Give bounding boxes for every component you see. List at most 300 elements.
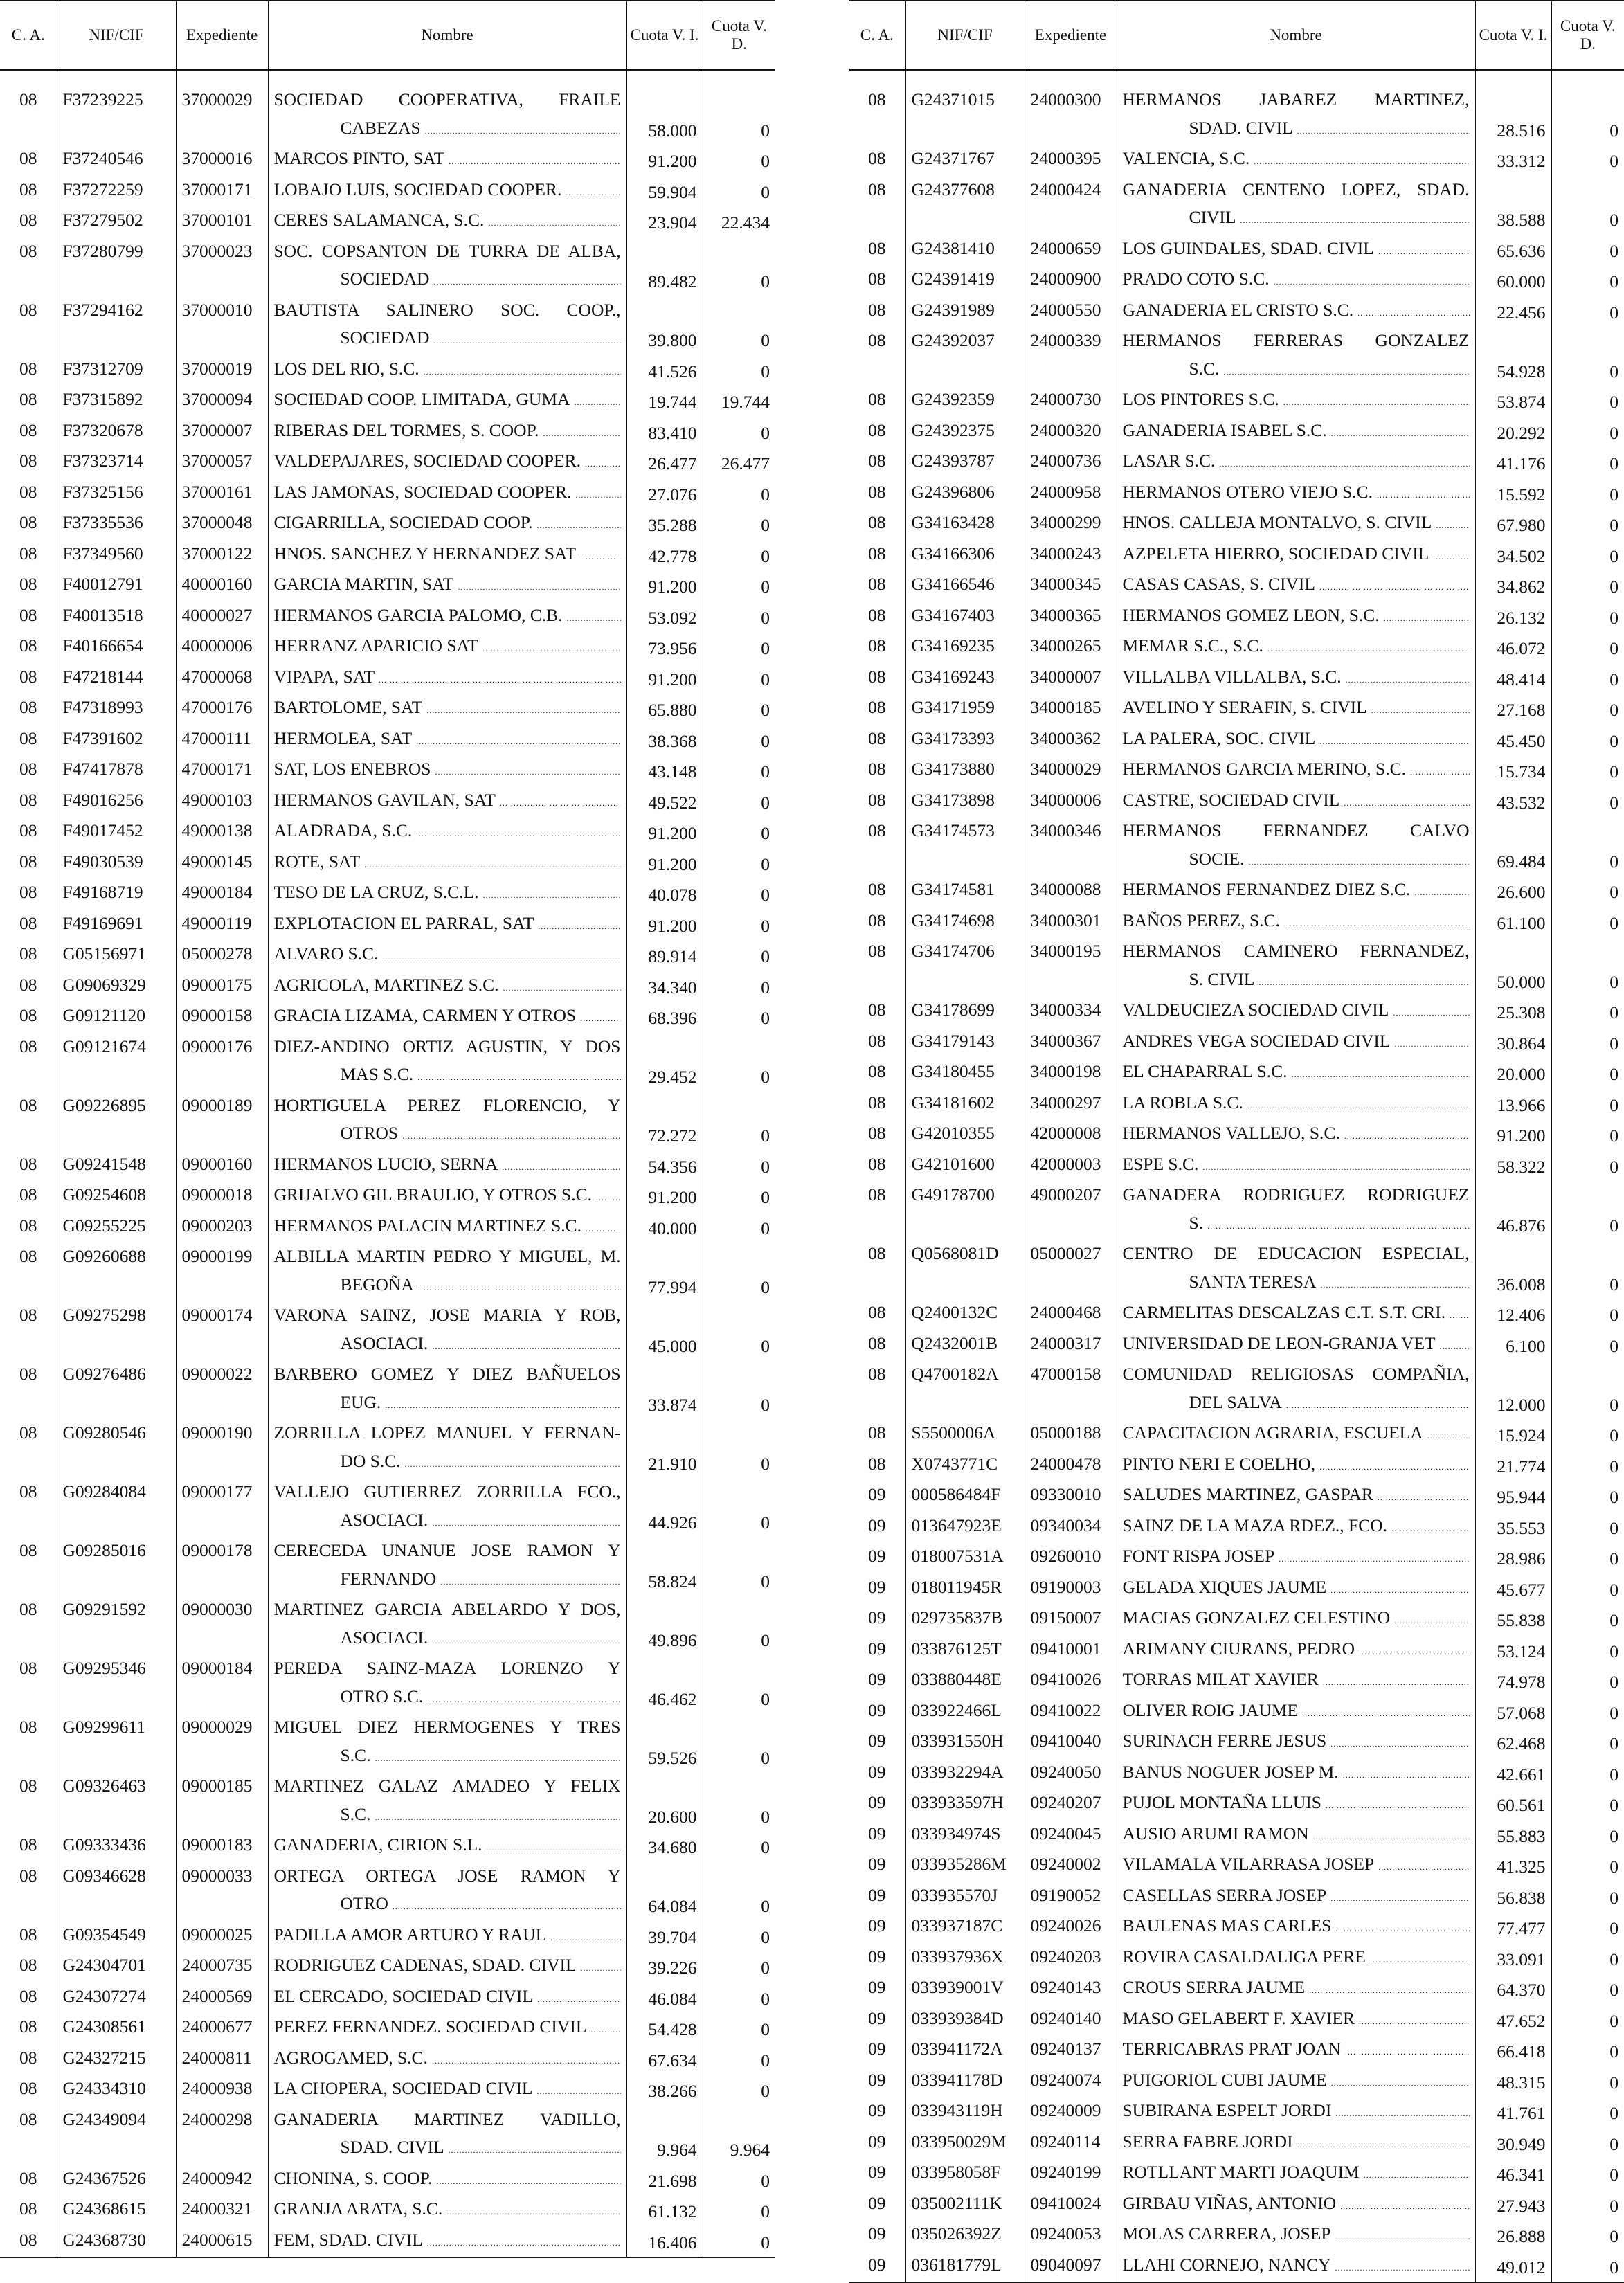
nombre-text: FERNANDO — [340, 1568, 437, 1589]
nif-cell: G24392359 — [905, 386, 1025, 417]
table-row — [849, 1943, 1624, 1974]
nif-cell: F47391602 — [57, 725, 176, 756]
cuota-vd-cell: 0 — [761, 1837, 770, 1857]
expediente-cell: 24000659 — [1025, 235, 1117, 266]
nombre-text: SOCIEDAD — [340, 269, 430, 289]
leader-dots — [1378, 1481, 1470, 1512]
cuota-vi-cell: 23.904 — [626, 206, 703, 237]
nombre-line — [1123, 1573, 1470, 1605]
leader-dots — [432, 1506, 620, 1537]
cuota-vi-cell: 28.986 — [1475, 1542, 1551, 1573]
leader-dots — [1330, 1882, 1469, 1913]
cuota-vi-cell: 91.200 — [1475, 1119, 1551, 1150]
expediente-cell: 34000185 — [1025, 694, 1117, 725]
ca-cell: 08 — [0, 2075, 57, 2106]
ca-cell: 08 — [849, 1419, 905, 1450]
cuota-vi-cell: 41.325 — [1475, 1850, 1551, 1882]
expediente-cell: 37000019 — [176, 355, 268, 386]
cuota-vd-cell: 0 — [761, 946, 770, 966]
nombre-text: CERES SALAMANCA, S.C. — [273, 210, 485, 230]
cuota-vd-cell: 0 — [1609, 1825, 1618, 1846]
nombre-text: HERMANOS GOMEZ LEON, S.C. — [1122, 604, 1380, 625]
cuota-vi-cell: 43.148 — [626, 755, 703, 786]
nombre-text: TORRAS MILAT XAVIER — [1122, 1669, 1319, 1689]
table-row — [0, 1243, 775, 1301]
table-row — [0, 1862, 775, 1921]
nif-cell: G49178700 — [905, 1181, 1025, 1240]
cuota-vi-cell: 65.880 — [626, 694, 703, 725]
leader-dots — [1331, 2066, 1470, 2097]
cuota-vi-cell: 46.072 — [1475, 632, 1551, 663]
nombre-cell — [268, 971, 626, 1002]
nombre-text: LA CHOPERA, SOCIEDAD CIVIL — [273, 2078, 533, 2098]
cuota-vi-cell: 60.000 — [1475, 265, 1551, 296]
nombre-text: DEL SALVA — [1189, 1391, 1282, 1412]
ca-cell: 08 — [849, 907, 905, 938]
leader-dots — [1249, 845, 1470, 876]
table-row — [849, 1027, 1624, 1058]
ca-cell: 08 — [849, 937, 905, 996]
leader-dots — [433, 265, 620, 296]
leader-dots — [1364, 2158, 1470, 2190]
leader-dots — [537, 509, 621, 540]
ca-cell: 09 — [849, 1573, 905, 1605]
ca-cell: 08 — [0, 509, 57, 540]
cuota-vd-cell: 9.964 — [730, 2140, 770, 2160]
nombre-text: HERMANOS OTERO VIEJO S.C. — [1122, 481, 1373, 502]
nombre-cell — [268, 206, 626, 237]
expediente-cell: 09340034 — [1025, 1512, 1117, 1543]
leader-dots — [1286, 1389, 1470, 1420]
ca-cell: 08 — [0, 86, 57, 145]
table-row — [0, 1713, 775, 1772]
cuota-vd-cell: 0 — [761, 1806, 770, 1827]
nombre-cell — [268, 2195, 626, 2226]
nombre-line — [1123, 2190, 1470, 2221]
nif-cell: 018007531A — [905, 1542, 1025, 1573]
table-row — [849, 1882, 1624, 1913]
leader-dots — [426, 694, 620, 725]
cuota-vd-cell: 0 — [761, 1008, 770, 1028]
expediente-cell: 24000321 — [176, 2195, 268, 2226]
nombre-cell — [1117, 1150, 1475, 1182]
table-row — [0, 1921, 775, 1952]
leader-dots — [1440, 1330, 1470, 1361]
nombre-cell — [268, 237, 626, 296]
expediente-cell: 09000178 — [176, 1537, 268, 1596]
expediente-cell: 09240203 — [1025, 1943, 1117, 1974]
nif-cell: F37279502 — [57, 206, 176, 237]
ca-cell: 08 — [0, 447, 57, 478]
nombre-line: PEREDA SAINZ-MAZA LORENZO Y — [273, 1658, 621, 1678]
nombre-text: S. CIVIL — [1189, 968, 1255, 989]
ca-cell: 08 — [0, 1983, 57, 2014]
nombre-text: S.C. — [340, 1744, 371, 1765]
table-row — [0, 2044, 775, 2075]
ca-cell: 08 — [849, 694, 905, 725]
cuota-vi-cell: 68.396 — [626, 1002, 703, 1033]
expediente-cell: 49000119 — [176, 910, 268, 941]
leader-dots — [379, 663, 620, 694]
cuota-vi-cell: 57.068 — [1475, 1697, 1551, 1728]
nombre-line — [274, 1002, 621, 1033]
nombre-line — [1123, 2066, 1470, 2097]
nombre-text: PRADO COTO S.C. — [1122, 269, 1270, 289]
expediente-cell: 09240053 — [1025, 2220, 1117, 2251]
cuota-vd-cell: 0 — [1609, 1672, 1618, 1692]
cuota-vd-cell: 0 — [761, 1688, 770, 1709]
cuota-vd-cell: 0 — [1609, 1949, 1618, 1969]
nif-cell: F49168719 — [57, 878, 176, 910]
nombre-line — [1123, 1389, 1470, 1420]
expediente-cell: 37000010 — [176, 296, 268, 355]
nombre-line — [274, 1683, 621, 1714]
ca-cell: 08 — [849, 876, 905, 907]
cuota-vi-cell: 54.356 — [626, 1150, 703, 1182]
cuota-vd-cell: 0 — [761, 1335, 770, 1356]
table-row — [0, 940, 775, 971]
nif-cell: F37272259 — [57, 176, 176, 207]
ca-cell: 08 — [0, 417, 57, 448]
cuota-vi-cell: 46.462 — [626, 1654, 703, 1713]
expediente-cell: 34000088 — [1025, 876, 1117, 907]
nombre-text: GRACIA LIZAMA, CARMEN Y OTROS — [273, 1005, 577, 1025]
nombre-line — [274, 509, 621, 540]
nif-cell: G24391419 — [905, 265, 1025, 296]
cuota-vi-cell: 53.874 — [1475, 386, 1551, 417]
ca-cell: 09 — [849, 1635, 905, 1666]
nif-cell: F49016256 — [57, 786, 176, 818]
leader-dots — [435, 755, 620, 786]
nombre-text: GELADA XIQUES JAUME — [1122, 1576, 1327, 1597]
nombre-line — [1123, 1330, 1470, 1361]
nombre-text: PINTO NERI E COELHO, — [1122, 1453, 1316, 1474]
nombre-line — [274, 1890, 621, 1921]
nombre-text: CHONINA, S. COOP. — [273, 2167, 433, 2188]
nombre-cell — [268, 1831, 626, 1862]
cuota-vd-cell: 0 — [1609, 1702, 1618, 1723]
nif-cell: 033931550H — [905, 1727, 1025, 1758]
nombre-text: AGROGAMED, S.C. — [273, 2047, 428, 2068]
nombre-text: VALDEPAJARES, SOCIEDAD COOPER. — [273, 451, 581, 471]
expediente-cell: 09240114 — [1025, 2128, 1117, 2159]
nombre-text: MACIAS GONZALEZ CELESTINO — [1122, 1607, 1391, 1627]
nombre-text: TESO DE LA CRUZ, S.C.L. — [273, 882, 479, 902]
nombre-line — [1123, 1666, 1470, 1697]
nombre-cell — [1117, 176, 1475, 235]
cuota-vi-cell: 45.000 — [626, 1301, 703, 1360]
leader-dots — [1410, 755, 1470, 786]
table-row — [849, 386, 1624, 417]
cuota-vd-cell: 0 — [1609, 1579, 1618, 1600]
nombre-line — [274, 145, 621, 176]
nombre-line — [1123, 1481, 1470, 1512]
nombre-cell — [268, 447, 626, 478]
nombre-text: GANADERIA ISABEL S.C. — [1122, 419, 1327, 440]
cuota-vd-cell: 0 — [1609, 1887, 1618, 1908]
expediente-cell: 34000345 — [1025, 570, 1117, 602]
nombre-line — [1123, 1943, 1470, 1974]
nif-cell: G34174573 — [905, 817, 1025, 876]
cuota-vi-cell: 26.888 — [1475, 2220, 1551, 2251]
header-expediente: Expediente — [176, 1, 268, 70]
nombre-cell — [1117, 540, 1475, 571]
nombre-text: CAPACITACION AGRARIA, ESCUELA — [1122, 1423, 1423, 1443]
table-row — [0, 1092, 775, 1150]
ca-cell: 08 — [849, 1058, 905, 1089]
nombre-line: GANADERIA CENTENO LOPEZ, SDAD. — [1122, 179, 1470, 199]
nombre-text: PUJOL MONTAÑA LLUIS — [1122, 1792, 1321, 1812]
cuota-vi-cell: 28.516 — [1475, 86, 1551, 145]
ca-cell: 08 — [849, 1240, 905, 1299]
expediente-cell: 24000900 — [1025, 265, 1117, 296]
expediente-cell: 37000048 — [176, 509, 268, 540]
table-row — [849, 786, 1624, 818]
ca-cell: 08 — [0, 1596, 57, 1654]
nombre-text: LOBAJO LUIS, SOCIEDAD COOPER. — [273, 179, 562, 199]
cuota-vi-cell: 42.661 — [1475, 1758, 1551, 1789]
nombre-text: SUBIRANA ESPELT JORDI — [1122, 2100, 1332, 2120]
expediente-cell: 24000942 — [176, 2165, 268, 2196]
leader-dots — [446, 2195, 620, 2226]
cuota-vd-cell: 0 — [1609, 700, 1618, 720]
cuota-vi-cell: 33.874 — [626, 1360, 703, 1419]
nombre-cell — [268, 1243, 626, 1301]
cuota-vd-cell: 0 — [1609, 1126, 1618, 1146]
nif-cell: F37312709 — [57, 355, 176, 386]
expediente-cell: 24000395 — [1025, 145, 1117, 176]
cuota-vi-cell: 29.452 — [626, 1033, 703, 1092]
leader-dots — [1279, 1542, 1469, 1573]
nombre-text: EXPLOTACION EL PARRAL, SAT — [273, 912, 534, 933]
nif-cell: G24371015 — [905, 86, 1025, 145]
leader-dots — [1378, 235, 1470, 266]
nombre-line: COMUNIDAD RELIGIOSAS COMPAÑIA, — [1122, 1364, 1470, 1384]
leader-dots — [417, 1061, 620, 1092]
table-row — [849, 417, 1624, 448]
nombre-text: SOCIEDAD — [340, 327, 430, 348]
nif-cell: F40012791 — [57, 570, 176, 602]
nif-cell: G34173880 — [905, 755, 1025, 786]
cuota-vi-cell: 53.092 — [626, 602, 703, 633]
cuota-vd-cell: 0 — [761, 1126, 770, 1146]
nif-cell: G34166546 — [905, 570, 1025, 602]
expediente-cell: 09000029 — [176, 1713, 268, 1772]
cuota-vd-cell: 0 — [1609, 1215, 1618, 1236]
table-row — [0, 2075, 775, 2106]
nombre-cell — [1117, 1850, 1475, 1882]
table-row — [0, 237, 775, 296]
cuota-vi-cell: 34.502 — [1475, 540, 1551, 571]
table-row — [0, 632, 775, 663]
ca-cell: 08 — [849, 296, 905, 327]
nombre-text: LA ROBLA S.C. — [1122, 1092, 1243, 1112]
ca-cell: 09 — [849, 1850, 905, 1882]
nombre-text: ROTLLANT MARTI JOAQUIM — [1122, 2162, 1360, 2182]
ca-cell: 08 — [849, 817, 905, 876]
expediente-cell: 37000023 — [176, 237, 268, 296]
nombre-text: LASAR S.C. — [1122, 451, 1216, 471]
expediente-cell: 49000103 — [176, 786, 268, 818]
cuota-vd-cell: 22.434 — [721, 213, 770, 233]
nombre-line — [274, 1447, 621, 1479]
nombre-cell — [1117, 1789, 1475, 1820]
nombre-cell — [268, 602, 626, 633]
nombre-text: ANDRES VEGA SOCIEDAD CIVIL — [1122, 1030, 1391, 1051]
cuota-vi-cell: 15.924 — [1475, 1419, 1551, 1450]
cuota-vd-cell: 0 — [761, 638, 770, 658]
cuota-vd-cell: 0 — [1609, 851, 1618, 872]
nombre-line — [274, 1212, 621, 1243]
expediente-cell: 09000176 — [176, 1033, 268, 1092]
nombre-cell — [268, 386, 626, 417]
table-row — [0, 206, 775, 237]
ca-cell: 08 — [849, 327, 905, 386]
leader-dots — [1335, 2097, 1469, 2128]
nombre-line — [274, 694, 621, 725]
table-row — [849, 1481, 1624, 1512]
nombre-text: PUIGORIOL CUBI JAUME — [1122, 2069, 1327, 2090]
nombre-cell — [268, 1713, 626, 1772]
table-row — [849, 632, 1624, 663]
cuota-vi-cell: 38.588 — [1475, 176, 1551, 235]
nombre-text: MARCOS PINTO, SAT — [273, 148, 445, 168]
nombre-line — [274, 1742, 621, 1773]
table-row — [849, 1450, 1624, 1481]
cuota-vi-cell: 41.176 — [1475, 447, 1551, 478]
leader-dots — [537, 2075, 621, 2106]
table-row — [0, 1772, 775, 1831]
ca-cell: 08 — [0, 1862, 57, 1921]
leader-dots — [1313, 1820, 1470, 1851]
ca-cell: 08 — [849, 509, 905, 540]
nif-cell: G09285016 — [57, 1537, 176, 1596]
cuota-vd-cell: 0 — [761, 761, 770, 782]
expediente-cell: 09240143 — [1025, 1974, 1117, 2005]
ca-cell: 08 — [0, 145, 57, 176]
leader-dots — [1371, 694, 1470, 725]
nombre-line — [274, 386, 621, 417]
cuota-vd-cell: 0 — [1609, 422, 1618, 443]
leader-dots — [1297, 114, 1470, 145]
leader-dots — [1254, 145, 1469, 176]
ca-cell: 08 — [0, 971, 57, 1002]
nombre-line — [1123, 1604, 1470, 1635]
nif-cell: 033939001V — [905, 1974, 1025, 2005]
nif-cell: G09280546 — [57, 1419, 176, 1478]
nombre-line — [274, 2075, 621, 2106]
nif-cell: G24391989 — [905, 296, 1025, 327]
nombre-text: PEREZ FERNANDEZ. SOCIEDAD CIVIL — [273, 2016, 587, 2037]
leader-dots — [580, 1002, 620, 1033]
cuota-vi-cell: 43.532 — [1475, 786, 1551, 818]
cuota-vi-cell: 55.883 — [1475, 1820, 1551, 1851]
nombre-cell — [268, 570, 626, 602]
nif-cell: G24381410 — [905, 235, 1025, 266]
nif-cell: G24367526 — [57, 2165, 176, 2196]
nombre-cell — [1117, 478, 1475, 509]
leader-dots — [574, 386, 620, 417]
ca-cell: 08 — [0, 725, 57, 756]
cuota-vd-cell: 0 — [1609, 271, 1618, 291]
cuota-vi-cell: 27.076 — [626, 478, 703, 509]
cuota-vd-cell: 0 — [1551, 2251, 1624, 2283]
nif-cell: G09275298 — [57, 1301, 176, 1360]
nombre-text: BANUS NOGUER JOSEP M. — [1122, 1761, 1339, 1782]
expediente-cell: 37000007 — [176, 417, 268, 448]
table-row — [0, 1831, 775, 1862]
leader-dots — [1359, 2005, 1469, 2036]
nombre-text: GANADERIA, CIRION S.L. — [273, 1834, 482, 1855]
nif-cell: 033958058F — [905, 2158, 1025, 2190]
nombre-cell — [1117, 265, 1475, 296]
nombre-line — [274, 817, 621, 848]
nombre-line: MARTINEZ GARCIA ABELARDO Y DOS, — [273, 1599, 621, 1619]
nif-cell: 013647923E — [905, 1512, 1025, 1543]
expediente-cell: 42000008 — [1025, 1119, 1117, 1150]
nombre-cell — [1117, 327, 1475, 386]
nombre-cell — [268, 632, 626, 663]
nif-cell: G09254608 — [57, 1181, 176, 1212]
expediente-cell: 47000176 — [176, 694, 268, 725]
cuota-vi-cell: 59.904 — [626, 176, 703, 207]
table-row — [0, 540, 775, 571]
ca-cell: 08 — [0, 910, 57, 941]
nombre-line — [1123, 1512, 1470, 1543]
header-ca: C. A. — [849, 1, 905, 70]
ca-cell: 08 — [849, 1119, 905, 1150]
nombre-line — [274, 602, 621, 633]
leader-dots — [427, 2226, 621, 2257]
cuota-vi-cell: 48.414 — [1475, 663, 1551, 694]
leader-dots — [1436, 509, 1469, 540]
table-row — [0, 1537, 775, 1596]
nombre-line — [274, 786, 621, 818]
cuota-vi-cell: 49.896 — [626, 1596, 703, 1654]
nombre-line — [1123, 907, 1470, 938]
nombre-line: HERMANOS FERNANDEZ CALVO — [1122, 820, 1470, 840]
nombre-cell — [268, 878, 626, 910]
expediente-cell: 09410001 — [1025, 1635, 1117, 1666]
expediente-cell: 34000198 — [1025, 1058, 1117, 1089]
nombre-line: BAUTISTA SALINERO SOC. COOP., — [273, 299, 621, 320]
cuota-vd-cell: 0 — [761, 1453, 770, 1474]
table-row — [849, 1697, 1624, 1728]
ca-cell: 08 — [849, 145, 905, 176]
cuota-vd-cell: 0 — [1609, 1980, 1618, 2000]
table-row — [849, 265, 1624, 296]
table-row — [849, 509, 1624, 540]
expediente-cell: 47000111 — [176, 725, 268, 756]
table-row — [0, 86, 775, 145]
cuota-vd-cell: 0 — [1609, 1610, 1618, 1630]
table-row — [849, 1150, 1624, 1182]
nif-cell: S5500006A — [905, 1419, 1025, 1450]
nombre-cell — [1117, 1573, 1475, 1605]
cuota-vd-cell: 0 — [1609, 1305, 1618, 1325]
cuota-vd-cell: 0 — [1609, 392, 1618, 412]
nombre-line — [1123, 2128, 1470, 2159]
nombre-text: HERMANOS GAVILAN, SAT — [273, 789, 496, 810]
nif-cell: 035026392Z — [905, 2220, 1025, 2251]
nombre-cell — [268, 1478, 626, 1537]
nombre-cell — [1117, 1058, 1475, 1089]
table-row — [0, 1951, 775, 1983]
nombre-text: SERRA FABRE JORDI — [1122, 2131, 1293, 2151]
table-row — [849, 2066, 1624, 2097]
table-row — [849, 725, 1624, 756]
ca-cell: 09 — [849, 1697, 905, 1728]
